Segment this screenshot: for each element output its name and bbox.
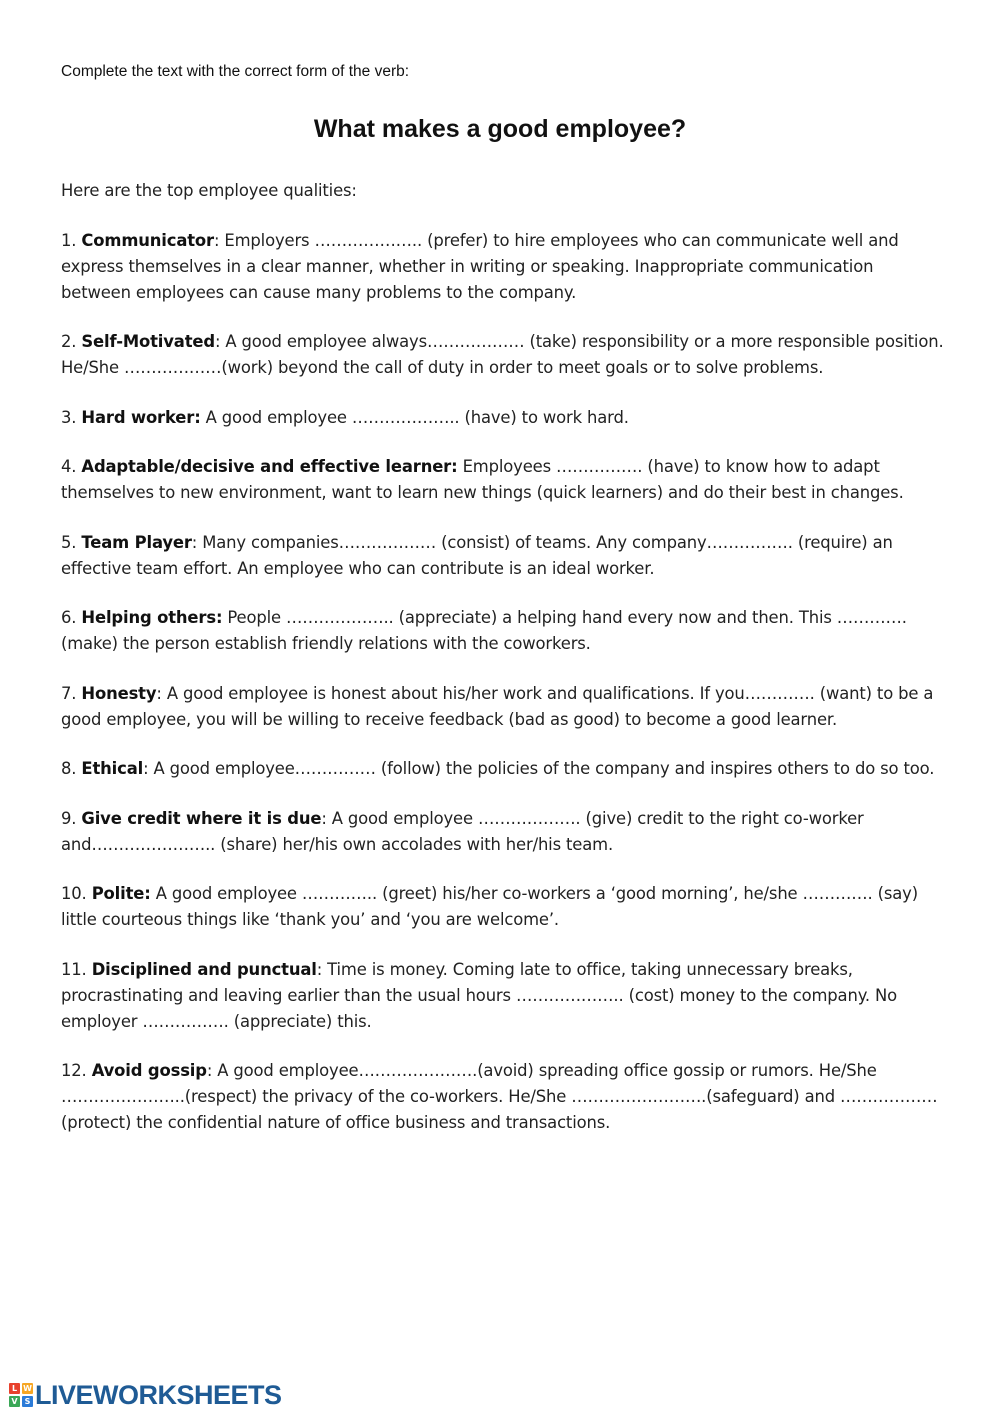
quality-item-5: [61, 530, 946, 582]
quality-text: A good employee ………….. (greet) his/her co-workers a ‘good morning’, he/she …………. (say) little courteous things like ‘thank you’ and ‘you are welcome’.: [61, 884, 918, 929]
logo-mark-cell: V: [9, 1396, 20, 1407]
quality-number: 2.: [61, 332, 77, 351]
quality-heading: Polite:: [91, 884, 151, 903]
quality-text: A good employee ……………….. (have) to work hard.: [200, 407, 629, 427]
worksheet-body: [61, 178, 946, 1160]
quality-number: 4.: [61, 457, 77, 476]
quality-item-11: [61, 957, 946, 1035]
intro-text: Here are the top employee qualities:: [61, 181, 357, 200]
liveworksheets-logo[interactable]: [9, 1378, 282, 1412]
quality-heading: Communicator: [81, 230, 214, 250]
quality-item-9: [61, 806, 946, 858]
quality-item-7: [61, 681, 946, 733]
quality-number: 5.: [61, 532, 77, 552]
quality-heading: Disciplined and punctual: [91, 959, 317, 979]
instruction-text: Complete the text with the correct form of the verb:: [61, 63, 410, 80]
quality-number: 8.: [61, 759, 77, 778]
page-title: What makes a good employee?: [313, 115, 687, 143]
quality-heading: Ethical: [81, 759, 144, 778]
quality-heading: Helping others:: [81, 608, 223, 627]
logo-mark-cell: L: [9, 1383, 20, 1394]
quality-text: : A good employee always……………… (take) responsibility or a more responsible position. He/She ………………(work) beyond the call of duty in order to meet goals or to solve problems.: [61, 332, 944, 377]
quality-item-3: [61, 405, 946, 431]
logo-mark-icon: [9, 1383, 33, 1407]
quality-text: : Many companies……………… (consist) of teams. Any company……………. (require) an effective team effort. An employee who can contribute is an ideal worker.: [61, 532, 893, 578]
quality-number: 12.: [61, 1061, 87, 1080]
quality-text: : Employers ……………….. (prefer) to hire employees who can communicate well and express themselves in a clear manner, whether in writing or speaking. Inappropriate communication between employees can cause many problems to the company.: [61, 230, 899, 302]
quality-item-12: [61, 1058, 946, 1136]
quality-number: 1.: [61, 230, 77, 250]
quality-text: : Time is money. Coming late to office, taking unnecessary breaks, procrastinating and leaving earlier than the usual hours ……………….. (cost) money to the company. No employer ……………. (appreciate) this.: [61, 959, 898, 1031]
quality-item-8: [61, 756, 946, 782]
quality-heading: Honesty: [81, 683, 157, 703]
quality-text: : A good employee…………… (follow) the policies of the company and inspires others to do so too.: [143, 759, 935, 778]
quality-heading: Adaptable/decisive and effective learner:: [81, 457, 458, 476]
quality-number: 6.: [61, 608, 77, 627]
quality-heading: Self-Motivated: [81, 332, 215, 351]
logo-mark-cell: S: [22, 1396, 33, 1407]
quality-item-6: [61, 605, 946, 657]
quality-item-10: [61, 881, 946, 933]
quality-heading: Team Player: [81, 532, 192, 552]
quality-heading: Give credit where it is due: [81, 808, 322, 828]
quality-text: Employees ……………. (have) to know how to adapt themselves to new environment, want to learn new things (quick learners) and do their best in changes.: [61, 457, 904, 502]
quality-item-1: [61, 228, 946, 306]
quality-number: 3.: [61, 407, 77, 427]
quality-item-2: [61, 329, 946, 381]
logo-mark-cell: W: [23, 1384, 32, 1393]
quality-text: : A good employee is honest about his/her work and qualifications. If you…………. (want) to be a good employee, you will be willing to receive feedback (bad as good) to become a good learner.: [61, 683, 934, 729]
quality-text: : A good employee ………………. (give) credit to the right co-worker and………………….. (share) her/his own accolades with her/his team.: [61, 808, 864, 854]
quality-text: : A good employee………………….(avoid) spreading office gossip or rumors. He/She …………………..(respect) the privacy of the co-workers. He/She …………………….(safeguard) and ……………… (protect) the confidential nature of office business and transactions.: [61, 1061, 938, 1132]
quality-number: 7.: [61, 683, 77, 703]
logo-text: LIVEWORKSHEETS: [35, 1379, 282, 1410]
quality-number: 10.: [61, 884, 87, 903]
quality-heading: Avoid gossip: [91, 1061, 207, 1080]
quality-number: 11.: [61, 959, 87, 979]
quality-item-4: [61, 454, 946, 506]
quality-text: People ……………….. (appreciate) a helping hand every now and then. This ………….(make) the person establish friendly relations with the coworkers.: [61, 608, 907, 653]
quality-heading: Hard worker:: [81, 407, 201, 427]
quality-number: 9.: [61, 808, 77, 828]
